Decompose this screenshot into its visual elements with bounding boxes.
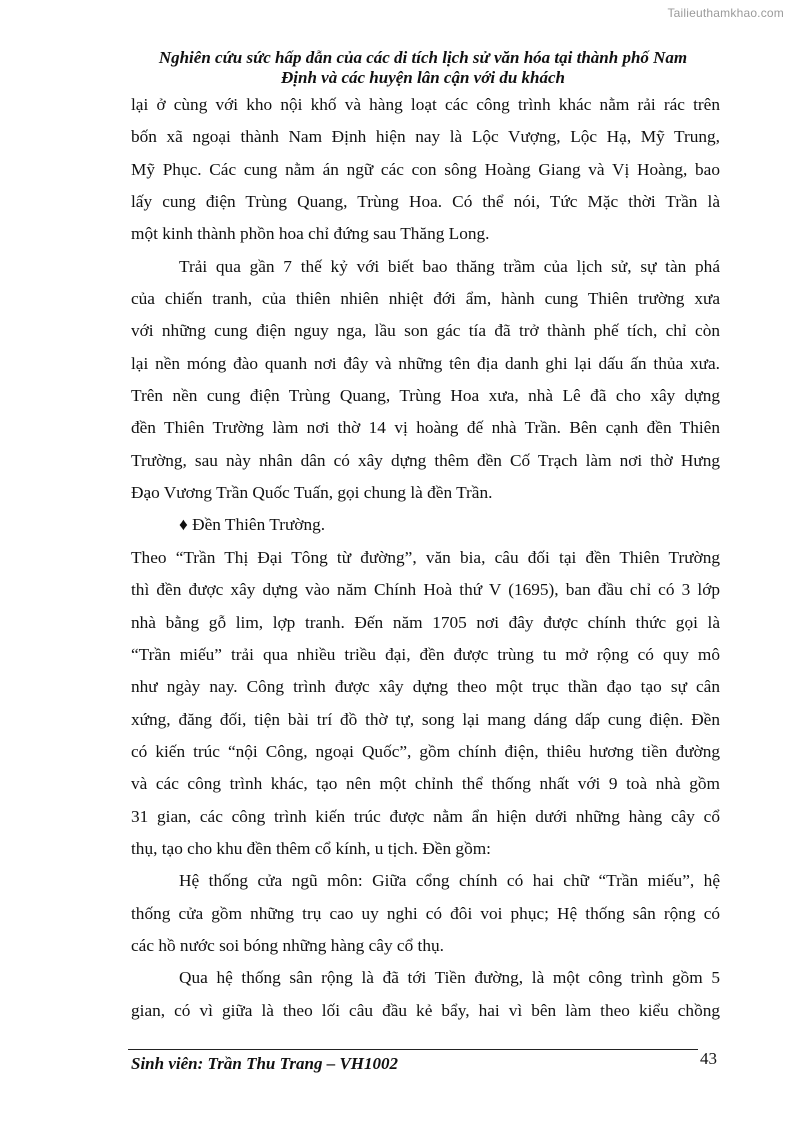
text-line: Đạo Vương Trần Quốc Tuấn, gọi chung là đền Trần.: [131, 483, 493, 503]
text-line: thụ, tạo cho khu đền thêm cổ kính, u tịch. Đền gồm:: [131, 838, 491, 858]
text-line: thống cửa gồm những trụ cao uy nghi có đôi voi phục; Hệ thống sân rộng có: [131, 903, 720, 923]
text-line: với những cung điện nguy nga, lầu son gác tía đã trở thành phế tích, chỉ còn: [131, 321, 720, 341]
text-line: Hệ thống cửa ngũ môn: Giữa cổng chính có hai chữ “Trần miếu”, hệ: [179, 871, 720, 891]
text-line: gian, có vì giữa là theo lối câu đầu kẻ bẩy, hai vì bên làm theo kiểu chồng: [131, 1000, 720, 1020]
text-line: một kinh thành phồn hoa chỉ đứng sau Thăng Long.: [131, 224, 490, 244]
header-title-line-1: Nghiên cứu sức hấp dẫn của các di tích lịch sử văn hóa tại thành phố Nam: [158, 48, 688, 67]
text-line: lại ở cùng với kho nội khố và hàng loạt các công trình khác nằm rải rác trên: [131, 95, 720, 114]
text-line: Qua hệ thống sân rộng là đã tới Tiền đường, là một công trình gồm 5: [179, 968, 720, 988]
text-line: có kiến trúc “nội Công, ngoại Quốc”, gồm chính điện, thiêu hương tiền đường: [131, 741, 720, 761]
page-number: 43: [700, 1049, 717, 1068]
text-line: thì đền được xây dựng vào năm Chính Hoà thứ V (1695), ban đầu chỉ có 3 lớp: [131, 580, 720, 600]
text-line: và các công trình khác, tạo nên một chỉnh thể thống nhất với 9 toà nhà gồm: [131, 774, 720, 794]
text-line: 31 gian, các công trình kiến trúc được nằm ẩn hiện dưới những hàng cây cổ: [131, 806, 720, 826]
text-line: lại nền móng đào quanh nơi đây và những tên địa danh ghi lại dấu ấn thủa xưa.: [131, 353, 720, 373]
text-line: của chiến tranh, của thiên nhiên nhiệt đới ẩm, hành cung Thiên trường xưa: [131, 289, 720, 309]
text-line: các hồ nước soi bóng những hàng cây cổ thụ.: [131, 935, 444, 955]
text-line: xứng, đăng đối, tiện bài trí đồ thờ tự, song lại mang dáng dấp cung điện. Đền: [131, 709, 720, 729]
footer-divider: [128, 1049, 698, 1050]
text-line: như ngày nay. Công trình được xây dựng theo một trục thần đạo tạo sự cân: [131, 677, 720, 697]
text-line: “Trần miếu” trải qua nhiều triều đại, đền được trùng tu mở rộng có quy mô: [131, 644, 720, 664]
text-line: Trên nền cung điện Trùng Quang, Trùng Hoa xưa, nhà Lê đã cho xây dựng: [131, 386, 720, 406]
section-heading: ♦ Đền Thiên Trường.: [179, 515, 326, 535]
page-header: [128, 48, 718, 88]
watermark: Tailieuthamkhao.com: [667, 6, 784, 20]
body-text: [131, 89, 720, 1027]
text-line: lấy cung điện Trùng Quang, Trùng Hoa. Có thể nói, Tức Mặc thời Trần là: [131, 192, 720, 212]
text-line: đền Thiên Trường làm nơi thờ 14 vị hoàng đế nhà Trần. Bên cạnh đền Thiên: [131, 418, 720, 438]
text-line: nhà bằng gỗ lim, lợp tranh. Đến năm 1705 nơi đây được chính thức gọi là: [131, 612, 720, 632]
footer-author: Sinh viên: Trần Thu Trang – VH1002: [131, 1054, 399, 1073]
header-title-line-2: Định và các huyện lân cận với du khách: [281, 68, 565, 87]
text-line: bốn xã ngoại thành Nam Định hiện nay là Lộc Vượng, Lộc Hạ, Mỹ Trung,: [131, 127, 720, 147]
text-line: Trường, sau này nhân dân có xây dựng thêm đền Cố Trạch làm nơi thờ Hưng: [131, 450, 720, 470]
text-line: Theo “Trần Thị Đại Tông từ đường”, văn bia, câu đối tại đền Thiên Trường: [131, 547, 720, 567]
text-line: Mỹ Phục. Các cung nằm án ngữ các con sông Hoàng Giang và Vị Hoàng, bao: [131, 159, 720, 179]
text-line: Trải qua gần 7 thế kỷ với biết bao thăng trầm của lịch sử, sự tàn phá: [179, 256, 720, 276]
